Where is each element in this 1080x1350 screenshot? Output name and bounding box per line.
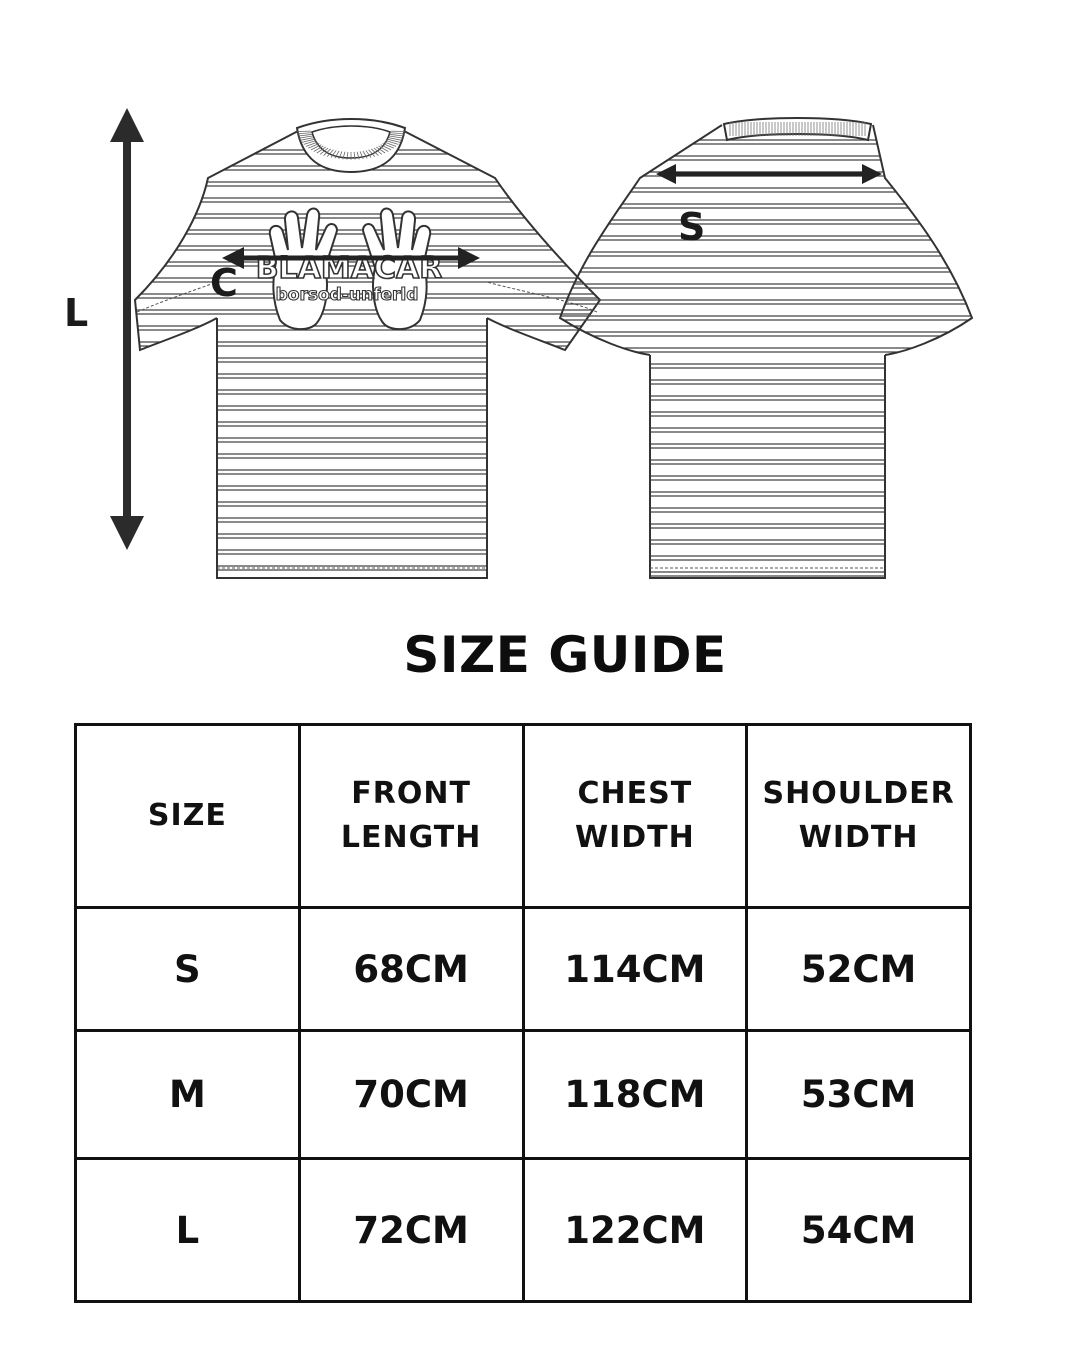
length-label: L xyxy=(64,291,89,335)
chest-label: C xyxy=(210,261,238,305)
header-front-length xyxy=(299,725,523,908)
cell-front-length: 68CM xyxy=(299,908,523,1031)
header-size-line1: SIZE xyxy=(147,798,227,833)
header-size xyxy=(76,725,300,908)
header-front-length-line2: LENGTH xyxy=(340,820,482,855)
garment-illustration xyxy=(0,0,1080,600)
table-header-row xyxy=(76,725,971,908)
cell-size: S xyxy=(76,908,300,1031)
cell-shoulder-width: 52CM xyxy=(747,908,971,1031)
cell-front-length: 72CM xyxy=(299,1159,523,1302)
shoulder-label: S xyxy=(678,205,706,249)
cell-chest-width: 118CM xyxy=(523,1031,747,1159)
size-table xyxy=(74,723,972,1303)
table-row xyxy=(76,1031,971,1159)
header-shoulder-width-line1: SHOULDER xyxy=(762,776,955,811)
header-shoulder-width xyxy=(747,725,971,908)
header-chest-width-line2: WIDTH xyxy=(575,820,695,855)
cell-shoulder-width: 53CM xyxy=(747,1031,971,1159)
front-print-subtext: borsod-unferld xyxy=(275,285,419,305)
tshirt-front-icon xyxy=(120,119,610,578)
cell-chest-width: 114CM xyxy=(523,908,747,1031)
front-print-text: BLAMACAR xyxy=(255,251,443,286)
tshirt-back-icon xyxy=(550,118,980,578)
header-chest-width-line1: CHEST xyxy=(577,776,693,811)
cell-chest-width: 122CM xyxy=(523,1159,747,1302)
header-shoulder-width-line2: WIDTH xyxy=(798,820,919,855)
shoulder-arrow-icon xyxy=(656,164,882,184)
cell-shoulder-width: 54CM xyxy=(747,1159,971,1302)
header-chest-width xyxy=(523,725,747,908)
page-title: SIZE GUIDE xyxy=(403,626,727,684)
cell-front-length: 70CM xyxy=(299,1031,523,1159)
table-row xyxy=(76,1159,971,1302)
cell-size: L xyxy=(76,1159,300,1302)
header-front-length-line1: FRONT xyxy=(351,776,471,811)
cell-size: M xyxy=(76,1031,300,1159)
table-row xyxy=(76,908,971,1031)
